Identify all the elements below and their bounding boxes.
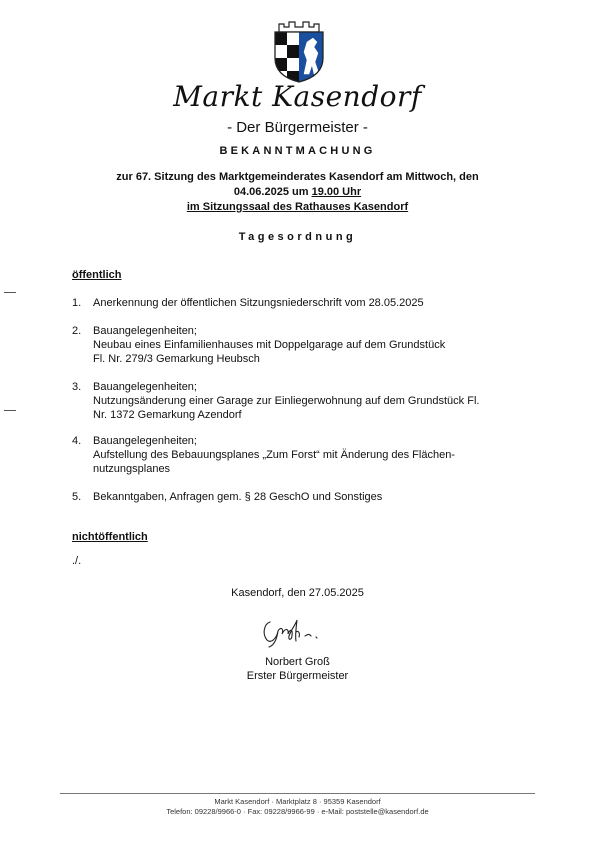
signer-name: Norbert Groß bbox=[265, 656, 330, 668]
agenda-item-text: Fl. Nr. 279/3 Gemarkung Heubsch bbox=[93, 353, 260, 365]
meeting-location: im Sitzungssaal des Rathauses Kasendorf bbox=[186, 201, 409, 213]
agenda-item-text: Bauangelegenheiten; bbox=[93, 325, 197, 337]
footer-contact: Telefon: 09228/9966-0 · Fax: 09228/9966-99 · e-Mail: poststelle@kasendorf.de bbox=[166, 807, 429, 816]
agenda-item-text: nutzungsplanes bbox=[93, 463, 171, 475]
agenda-item-number: 1. bbox=[72, 297, 82, 309]
agenda-item-text: Nr. 1372 Gemarkung Azendorf bbox=[93, 409, 242, 421]
place-date: Kasendorf, den 27.05.2025 bbox=[231, 587, 364, 599]
signer-block bbox=[200, 655, 395, 683]
notice-title: BEKANNTMACHUNG bbox=[219, 145, 376, 157]
public-heading: öffentlich bbox=[72, 269, 122, 281]
agenda-item-number: 5. bbox=[72, 491, 82, 503]
footer-divider bbox=[60, 793, 535, 794]
agenda-item bbox=[72, 296, 542, 310]
footer-address: Markt Kasendorf · Marktplatz 8 · 95359 Kasendorf bbox=[214, 797, 381, 806]
agenda-item-number: 2. bbox=[72, 325, 82, 337]
agenda-item-text: Bekanntgaben, Anfragen gem. § 28 GeschO und Sonstiges bbox=[93, 491, 383, 503]
meeting-time-prefix: um bbox=[292, 186, 309, 198]
office-subtitle: - Der Bürgermeister - bbox=[227, 119, 368, 136]
agenda-item-text: Bauangelegenheiten; bbox=[93, 381, 197, 393]
agenda-item-text: Bauangelegenheiten; bbox=[93, 435, 197, 447]
agenda-item-text: Nutzungsänderung einer Garage zur Einliegerwohnung auf dem Grundstück Fl. bbox=[93, 395, 480, 407]
agenda-item-text: Aufstellung des Bebauungsplanes „Zum Forst“ mit Änderung des Flächen- bbox=[93, 449, 455, 461]
meeting-line: zur 67. Sitzung des Marktgemeinderates Kasendorf am Mittwoch, den bbox=[116, 171, 479, 183]
agenda-title: Tagesordnung bbox=[238, 231, 357, 243]
agenda-item bbox=[72, 490, 542, 504]
agenda-item-text: Anerkennung der öffentlichen Sitzungsniederschrift vom 28.05.2025 bbox=[93, 297, 424, 309]
fold-mark bbox=[4, 410, 16, 411]
agenda-item bbox=[72, 380, 542, 422]
signature-icon bbox=[258, 614, 328, 648]
meeting-date: 04.06.2025 bbox=[233, 186, 289, 198]
meeting-time: 19.00 Uhr bbox=[311, 186, 362, 198]
agenda-item bbox=[72, 324, 542, 366]
brand-title: Markt Kasendorf bbox=[173, 80, 422, 113]
private-heading: nichtöffentlich bbox=[72, 531, 148, 543]
coat-of-arms-icon bbox=[273, 20, 325, 84]
fold-mark bbox=[4, 292, 16, 293]
private-content: ./. bbox=[72, 555, 82, 567]
agenda-item-number: 4. bbox=[72, 435, 82, 447]
meeting-datetime bbox=[60, 186, 535, 198]
agenda-item-number: 3. bbox=[72, 381, 82, 393]
agenda-item-text: Neubau eines Einfamilienhauses mit Doppelgarage auf dem Grundstück bbox=[93, 339, 446, 351]
agenda-item bbox=[72, 434, 542, 476]
signer-role: Erster Bürgermeister bbox=[246, 670, 349, 682]
